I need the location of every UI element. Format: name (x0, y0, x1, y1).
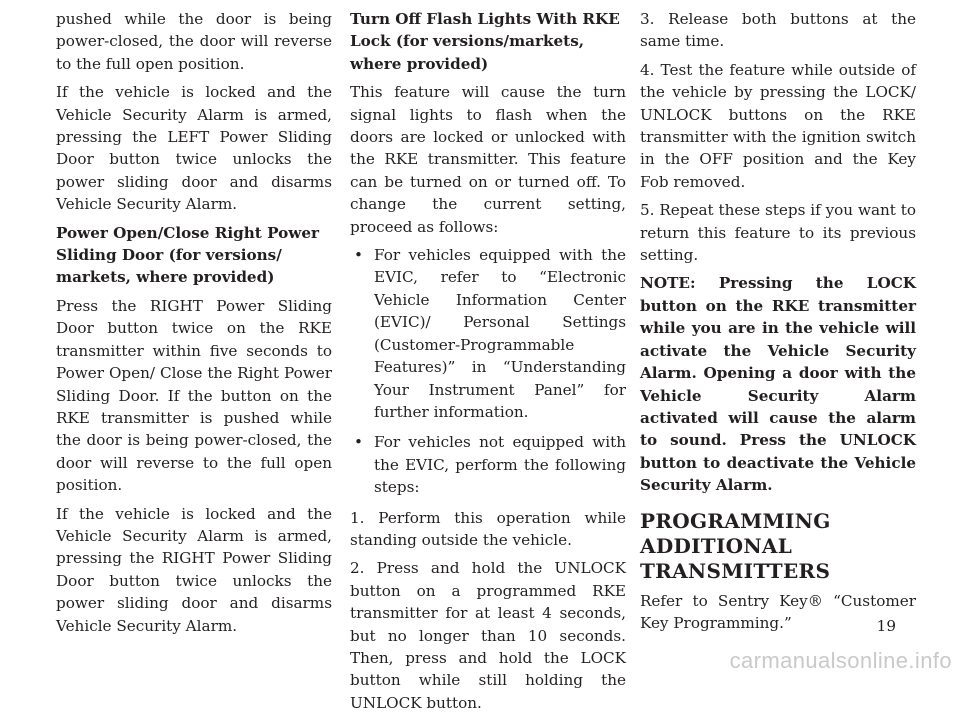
step-2: 2. Press and hold the UNLOCK button on a programmed RKE transmitter for at least 4 seconds, but no longer than 10 seconds. Then, press and hold the LOCK button while still holding the UNLOCK button. (350, 559, 626, 712)
heading-flash-lights: Turn Off Flash Lights With RKE Lock (for versions/markets, where provided) (350, 10, 620, 73)
column-middle (350, 8, 626, 720)
step-5: 5. Repeat these steps if you want to return this feature to its previous setting. (640, 201, 916, 265)
list-item-text: For vehicles equipped with the EVIC, refer to “Electronic Vehicle Information Center (EVIC)/ Personal Settings (Customer-Programmable Features)” in “Understanding Your Instrument Panel” for further information. (374, 246, 626, 421)
bullet-icon: • (354, 246, 363, 265)
column-right (640, 8, 916, 640)
step-3: 3. Release both buttons at the same time. (640, 10, 916, 51)
note-alarm: NOTE: Pressing the LOCK button on the RKE transmitter while you are in the vehicle will activate the Vehicle Security Alarm. Opening a door with the Vehicle Security Alarm activated will cause the alarm to sound. Press the UNLOCK button to deactivate the Vehicle Security Alarm. (640, 274, 916, 495)
paragraph-door-reverse: pushed while the door is being power-closed, the door will reverse to the full open position. (56, 10, 332, 73)
bullet-list (350, 244, 626, 498)
heading-right-sliding-door: Power Open/Close Right Power Sliding Door (for versions/ markets, where provided) (56, 223, 319, 287)
watermark-text: carmanualsonline.info (729, 648, 952, 673)
paragraph-refer-sentry-key: Refer to Sentry Key® “Customer Key Programming.” (640, 591, 916, 632)
list-item (350, 244, 626, 423)
paragraph-left-door-alarm: If the vehicle is locked and the Vehicle Security Alarm is armed, pressing the LEFT Power Sliding Door button twice unlocks the power sliding door and disarms Vehicle Security Alarm. (56, 83, 332, 214)
list-item-text: For vehicles not equipped with the EVIC, perform the following steps: (374, 433, 626, 497)
paragraph-right-door-alarm: If the vehicle is locked and the Vehicle Security Alarm is armed, pressing the RIGHT Power Sliding Door button twice unlocks the power sliding door and disarms Vehicle Security Alarm. (56, 504, 332, 635)
column-left (56, 8, 332, 643)
bullet-icon: • (354, 433, 363, 452)
step-4: 4. Test the feature while outside of the vehicle by pressing the LOCK/ UNLOCK buttons on the RKE transmitter with the ignition switch in the OFF position and the Key Fob removed. (640, 60, 916, 191)
step-1: 1. Perform this operation while standing outside the vehicle. (350, 508, 626, 549)
paragraph-right-door-open: Press the RIGHT Power Sliding Door button twice on the RKE transmitter within five seconds to Power Open/ Close the Right Power Sliding Door. If the button on the RKE transmitter is pushed while the door is being power-closed, the door will reverse to the full open position. (56, 296, 332, 495)
paragraph-flash-feature: This feature will cause the turn signal lights to flash when the doors are locked or unlocked with the RKE transmitter. This feature can be turned on or turned off. To change the current setting, proceed as follows: (350, 83, 626, 236)
section-heading-programming: PROGRAMMING ADDITIONAL TRANSMITTERS (640, 508, 831, 583)
page-number: 19 (876, 617, 896, 635)
list-item (350, 431, 626, 498)
